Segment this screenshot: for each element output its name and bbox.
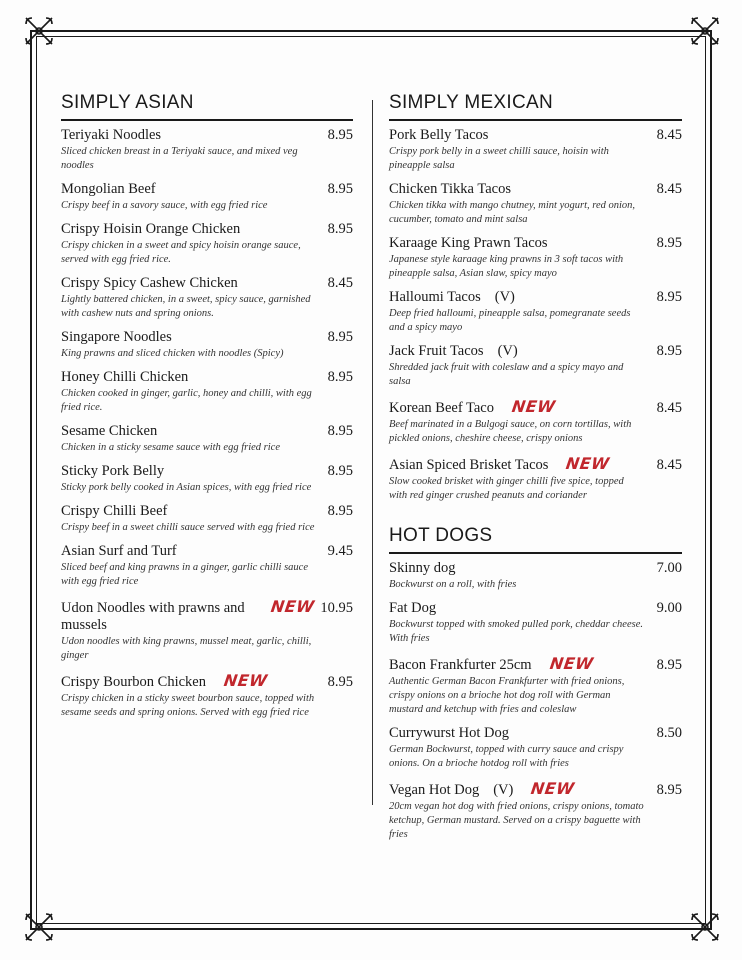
menu-item — [389, 454, 682, 503]
menu-item-name: Skinny dog — [389, 560, 456, 576]
section-simply-mexican — [389, 92, 682, 503]
menu-item-description: Slow cooked brisket with ginger chilli five spice, topped with red ginger crushed peanuts and coriander — [389, 476, 624, 501]
flourish-ornament-icon — [22, 910, 56, 944]
menu-item-name-group — [61, 329, 172, 346]
menu-item-price: 8.45 — [656, 400, 682, 416]
menu-item-name: Asian Spiced Brisket Tacos — [389, 457, 549, 473]
menu-item-name: Crispy Hoisin Orange Chicken — [61, 221, 241, 237]
menu-item-name-group — [389, 654, 593, 674]
menu-item — [389, 235, 682, 281]
menu-item-description: Sliced beef and king prawns in a ginger, garlic chilli sauce with egg fried rice — [61, 562, 309, 587]
menu-item-price: 8.95 — [327, 221, 353, 237]
menu-item-name: Jack Fruit Tacos — [389, 343, 484, 359]
menu-item-name-group — [389, 397, 555, 417]
new-badge: NEW — [269, 597, 316, 616]
right-column — [389, 92, 682, 864]
menu-item-name: Karaage King Prawn Tacos — [389, 235, 548, 251]
menu-item-price: 8.95 — [327, 503, 353, 519]
menu-item — [389, 181, 682, 227]
menu-item-price: 8.95 — [656, 782, 682, 798]
menu-item-description: Sliced chicken breast in a Teriyaki sauce, and mixed veg noodles — [61, 146, 298, 171]
menu-item-price: 8.45 — [656, 127, 682, 143]
section-title: SIMPLY ASIAN — [61, 92, 353, 121]
vegetarian-label: (V) — [493, 782, 514, 798]
menu-item-header — [389, 779, 682, 799]
menu-item-header — [61, 275, 353, 292]
menu-item-name-group — [389, 454, 610, 474]
menu-item — [61, 671, 353, 720]
menu-item-price: 8.45 — [656, 181, 682, 197]
menu-item-price: 8.95 — [656, 289, 682, 305]
menu-item-description: King prawns and sliced chicken with noodles (Spicy) — [61, 348, 284, 359]
menu-item-name-group — [389, 725, 509, 742]
menu-item-name: Mongolian Beef — [61, 181, 156, 197]
menu-item-name: Sesame Chicken — [61, 423, 158, 439]
menu-item-description: German Bockwurst, topped with curry sauce and crispy onions. On a brioche hotdog roll with fries — [389, 744, 624, 769]
menu-item — [389, 560, 682, 592]
menu-item-price: 9.00 — [656, 600, 682, 616]
menu-item-price: 10.95 — [320, 600, 353, 616]
menu-item-name: Sticky Pork Belly — [61, 463, 165, 479]
column-divider — [372, 100, 373, 805]
menu-item-name-group — [61, 543, 177, 560]
menu-item-price: 8.95 — [327, 369, 353, 385]
menu-item — [389, 600, 682, 646]
menu-item-name-group — [389, 181, 511, 198]
menu-item-name-group — [61, 127, 161, 144]
menu-item-name: Asian Surf and Turf — [61, 543, 177, 559]
menu-item-header — [61, 181, 353, 198]
menu-item-name: Crispy Spicy Cashew Chicken — [61, 275, 238, 291]
menu-item-price: 8.50 — [656, 725, 682, 741]
menu-item-name-group — [389, 343, 518, 360]
menu-item-name: Teriyaki Noodles — [61, 127, 162, 143]
menu-item-description: Deep fried halloumi, pineapple salsa, pomegranate seeds and a spicy mayo — [389, 308, 631, 333]
menu-item-price: 8.95 — [656, 343, 682, 359]
menu-item-header — [61, 127, 353, 144]
menu-item-name-group — [61, 423, 157, 440]
menu-item — [61, 597, 353, 663]
menu-item-header — [389, 397, 682, 417]
menu-item — [61, 463, 353, 495]
new-badge: NEW — [510, 397, 557, 416]
menu-item — [389, 397, 682, 446]
menu-item-name-group — [61, 275, 238, 292]
menu-item-name: Singapore Noodles — [61, 329, 172, 345]
new-badge: NEW — [565, 454, 612, 473]
menu-item-description: 20cm vegan hot dog with fried onions, crispy onions, tomato ketchup, German mustard. Served on a crispy baguette with fries — [389, 801, 644, 840]
menu-item-price: 8.95 — [656, 235, 682, 251]
menu-item-description: Chicken in a sticky sesame sauce with egg fried rice — [61, 442, 280, 453]
menu-item-name-group — [389, 235, 548, 252]
menu-item-header — [389, 600, 682, 617]
menu-item — [61, 221, 353, 267]
menu-item-name: Honey Chilli Chicken — [61, 369, 189, 385]
menu-item-header — [389, 181, 682, 198]
vegetarian-label: (V) — [497, 343, 518, 359]
menu-item — [61, 127, 353, 173]
menu-item-name-group — [61, 671, 267, 691]
vegetarian-label: (V) — [494, 289, 515, 305]
flourish-ornament-icon — [688, 14, 722, 48]
menu-item-name-group — [389, 560, 455, 577]
left-column — [61, 92, 353, 742]
new-badge: NEW — [222, 671, 269, 690]
menu-item-description: Beef marinated in a Bulgogi sauce, on corn tortillas, with pickled onions, cheshire cheese, crispy onions — [389, 419, 632, 444]
menu-item-name-group — [61, 369, 188, 386]
menu-item-name: Vegan Hot Dog — [389, 782, 480, 798]
menu-item-description: Crispy chicken in a sticky sweet bourbon sauce, topped with sesame seeds and spring onions. Served with egg fried rice — [61, 693, 315, 718]
menu-item-description: Sticky pork belly cooked in Asian spices, with egg fried rice — [61, 482, 312, 493]
menu-item-name: Korean Beef Taco — [389, 400, 494, 416]
menu-item-header — [389, 343, 682, 360]
menu-item-price: 9.45 — [327, 543, 353, 559]
menu-item-price: 8.95 — [327, 463, 353, 479]
menu-item-description: Bockwurst topped with smoked pulled pork, cheddar cheese. With fries — [389, 619, 643, 644]
menu-item — [61, 423, 353, 455]
menu-item-header — [61, 463, 353, 480]
menu-item-description: Chicken tikka with mango chutney, mint yogurt, red onion, cucumber, tomato and mint salsa — [389, 200, 636, 225]
menu-item-description: Crispy chicken in a sweet and spicy hoisin orange sauce, served with egg fried rice. — [61, 240, 301, 265]
menu-item-header — [61, 221, 353, 238]
menu-item-name: Bacon Frankfurter 25cm — [389, 657, 532, 673]
menu-item-description: Japanese style karaage king prawns in 3 soft tacos with pineapple salsa, Asian slaw, spicy mayo — [389, 254, 624, 279]
menu-item-price: 8.95 — [327, 127, 353, 143]
menu-item — [61, 275, 353, 321]
menu-item-name: Crispy Chilli Beef — [61, 503, 168, 519]
menu-item-description: Lightly battered chicken, in a sweet, spicy sauce, garnished with cashew nuts and spring onions. — [61, 294, 311, 319]
menu-item-header — [61, 503, 353, 520]
menu-item-header — [61, 369, 353, 386]
menu-item-price: 8.45 — [656, 457, 682, 473]
section-title: SIMPLY MEXICAN — [389, 92, 682, 121]
new-badge: NEW — [548, 654, 595, 673]
menu-item — [389, 779, 682, 842]
menu-item-header — [61, 671, 353, 691]
menu-item-name-group — [61, 181, 156, 198]
flourish-ornament-icon — [688, 910, 722, 944]
menu-item-name: Udon Noodles with prawns and mussels — [61, 600, 245, 633]
menu-item-description: Shredded jack fruit with coleslaw and a spicy mayo and salsa — [389, 362, 624, 387]
menu-item-header — [61, 329, 353, 346]
menu-item-name-group — [61, 597, 314, 634]
menu-item-header — [389, 654, 682, 674]
menu-item-name: Chicken Tikka Tacos — [389, 181, 511, 197]
menu-item-name-group — [389, 127, 488, 144]
menu-items — [389, 560, 682, 842]
menu-item — [389, 343, 682, 389]
menu-item-price: 8.95 — [656, 657, 682, 673]
menu-item-description: Crispy beef in a savory sauce, with egg fried rice — [61, 200, 268, 211]
menu-item-header — [61, 543, 353, 560]
menu-item — [389, 725, 682, 771]
menu-item-header — [389, 235, 682, 252]
section-simply-asian — [61, 92, 353, 720]
menu-item-price: 7.00 — [656, 560, 682, 576]
menu-item-price: 8.45 — [327, 275, 353, 291]
new-badge: NEW — [530, 779, 577, 798]
menu-items — [61, 127, 353, 720]
section-title: HOT DOGS — [389, 525, 682, 554]
section-hot-dogs — [389, 525, 682, 842]
menu-item-header — [389, 725, 682, 742]
menu-item-description: Crispy pork belly in a sweet chilli sauce, hoisin with pineapple salsa — [389, 146, 609, 171]
menu-item-name: Currywurst Hot Dog — [389, 725, 510, 741]
menu-item — [61, 181, 353, 213]
menu-items — [389, 127, 682, 503]
menu-item-header — [61, 597, 353, 634]
menu-item-price: 8.95 — [327, 674, 353, 690]
menu-item — [61, 329, 353, 361]
menu-item-header — [389, 454, 682, 474]
menu-item-name-group — [61, 221, 240, 238]
menu-item-description: Udon noodles with king prawns, mussel meat, garlic, chilli, ginger — [61, 636, 312, 661]
menu-item-header — [389, 560, 682, 577]
menu-item-name: Pork Belly Tacos — [389, 127, 489, 143]
menu-item-name-group — [389, 600, 436, 617]
menu-item-header — [389, 127, 682, 144]
menu-item — [61, 543, 353, 589]
menu-item — [389, 127, 682, 173]
menu-item-price: 8.95 — [327, 181, 353, 197]
menu-item-description: Authentic German Bacon Frankfurter with fried onions, crispy onions on a brioche hot dog roll with German mustard and ketchup with fries and coleslaw — [389, 676, 625, 715]
menu-item — [61, 369, 353, 415]
menu-item-description: Crispy beef in a sweet chilli sauce served with egg fried rice — [61, 522, 315, 533]
menu-item-description: Bockwurst on a roll, with fries — [389, 579, 517, 590]
menu-item-name-group — [389, 779, 575, 799]
menu-item-name-group — [61, 503, 167, 520]
menu-item-header — [389, 289, 682, 306]
menu-item — [61, 503, 353, 535]
menu-item-name: Halloumi Tacos — [389, 289, 481, 305]
flourish-ornament-icon — [22, 14, 56, 48]
menu-item-header — [61, 423, 353, 440]
menu-item-name-group — [61, 463, 164, 480]
menu-item-price: 8.95 — [327, 423, 353, 439]
menu-item-name: Fat Dog — [389, 600, 437, 616]
menu-item — [389, 289, 682, 335]
menu-item — [389, 654, 682, 717]
menu-item-name-group — [389, 289, 515, 306]
menu-item-description: Chicken cooked in ginger, garlic, honey and chilli, with egg fried rice. — [61, 388, 312, 413]
menu-item-name: Crispy Bourbon Chicken — [61, 674, 206, 690]
menu-item-price: 8.95 — [327, 329, 353, 345]
